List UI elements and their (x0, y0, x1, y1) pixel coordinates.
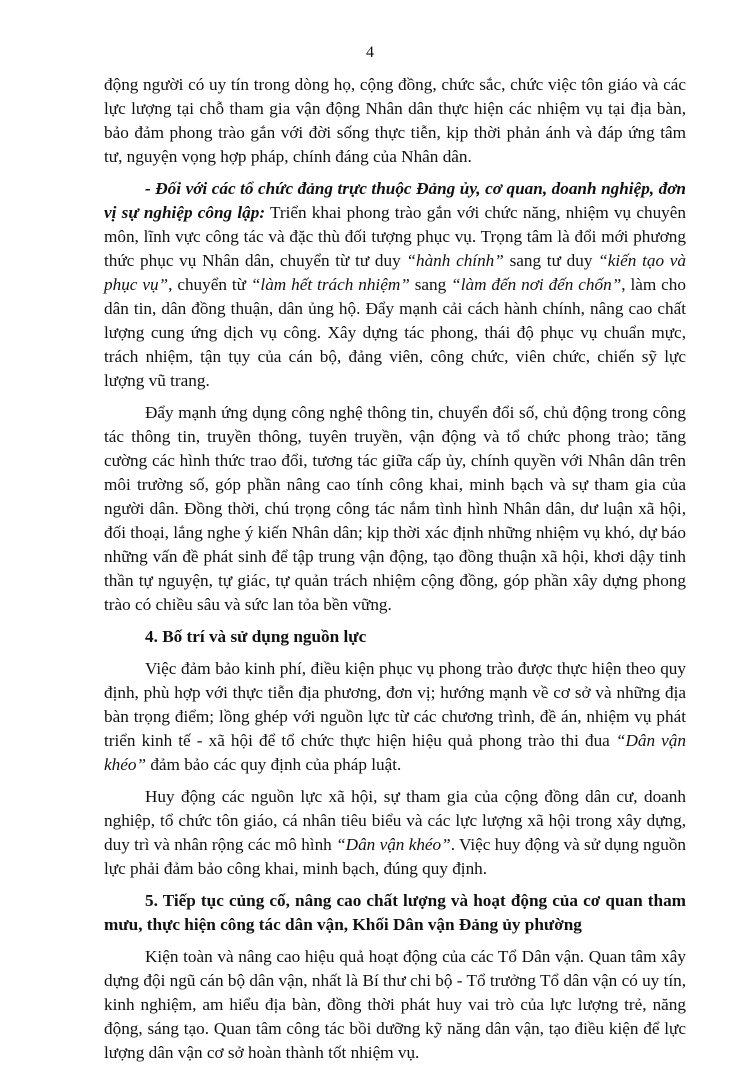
paragraph-4 (104, 657, 686, 777)
paragraph-1: động người có uy tín trong dòng họ, cộng đồng, chức sắc, chức việc tôn giáo và các lực lượng tại chỗ tham gia vận động Nhân dân thực hiện các nhiệm vụ tại địa bàn, bảo đảm phong trào gắn với đời sống thực tiễn, kịp thời phản ánh và đáp ứng tâm tư, nguyện vọng hợp pháp, chính đáng của Nhân dân. (104, 75, 686, 166)
paragraph-6: Kiện toàn và nâng cao hiệu quả hoạt động của các Tổ Dân vận. Quan tâm xây dựng đội ngũ cán bộ dân vận, nhất là Bí thư chi bộ - Tổ trưởng Tổ dân vận có uy tín, kinh nghiệm, am hiểu địa bàn, đồng thời phát huy vai trò của lực lượng trẻ, năng động, sáng tạo. Quan tâm công tác bồi dưỡng kỹ năng dân vận, tạo điều kiện để lực lượng dân vận cơ sở hoàn thành tốt nhiệm vụ. (104, 947, 687, 1062)
paragraph-2-lead: - Đối với các tổ chức đảng trực thuộc Đảng ủy, cơ quan, doanh nghiệp, đơn vị sự nghiệp công lập: (104, 179, 686, 222)
paragraph-4-quote: “Dân vận khéo” (104, 731, 686, 774)
document-body (104, 73, 686, 1073)
paragraph-5 (104, 785, 686, 881)
paragraph-3: Đẩy mạnh ứng dụng công nghệ thông tin, chuyển đổi số, chủ động trong công tác thông tin, truyền thông, tuyên truyền, vận động và tổ chức phong trào; tăng cường các hình thức trao đổi, tương tác giữa cấp ủy, chính quyền với Nhân dân trên môi trường số, góp phần nâng cao tính công khai, minh bạch và sự tham gia của người dân. Đồng thời, chú trọng công tác nắm tình hình Nhân dân, dư luận xã hội, đối thoại, lắng nghe ý kiến Nhân dân; kịp thời xác định những nhiệm vụ khó, dự báo những vấn đề phát sinh để tập trung vận động, tạo đồng thuận xã hội, khơi dậy tinh thần tự nguyện, tự giác, tự quản trách nhiệm cộng đồng, góp phần xây dựng phong trào có chiều sâu và sức lan tỏa bền vững. (104, 403, 686, 614)
paragraph-4-text-2: đảm bảo các quy định của pháp luật. (146, 755, 402, 774)
paragraph-5-text-1: Huy động các nguồn lực xã hội, sự tham gia của cộng đồng dân cư, doanh nghiệp, tổ chức tôn giáo, cá nhân tiêu biểu và các lực lượng xã hội trong xây dựng, duy trì và nhân rộng các mô hình (104, 787, 686, 854)
paragraph-2-text-4: sang (409, 275, 452, 294)
paragraph-2 (104, 177, 686, 393)
section-heading-5: 5. Tiếp tục củng cố, nâng cao chất lượng và hoạt động của cơ quan tham mưu, thực hiện công tác dân vận, Khối Dân vận Đảng ủy phường (104, 891, 686, 934)
paragraph-2-quote-4: “làm đến nơi đến chốn” (451, 275, 622, 294)
paragraph-4-text-1: Việc đảm bảo kinh phí, điều kiện phục vụ phong trào được thực hiện theo quy định, phù hợp với thực tiễn địa phương, đơn vị; hướng mạnh về cơ sở và những địa bàn trọng điểm; lồng ghép với nguồn lực từ các chương trình, đề án, nhiệm vụ phát triển kinh tế - xã hội để tổ chức thực hiện hiệu quả phong trào thi đua (104, 659, 686, 750)
paragraph-2-text-5: , làm cho dân tin, dân đồng thuận, dân ủng hộ. Đẩy mạnh cải cách hành chính, nâng cao chất lượng cung ứng dịch vụ công. Xây dựng tác phong, thái độ phục vụ chuẩn mực, trách nhiệm, tận tụy của cán bộ, đảng viên, công chức, viên chức, chiến sỹ lực lượng vũ trang. (104, 275, 686, 390)
paragraph-2-quote-3: “làm hết trách nhiệm” (250, 275, 410, 294)
paragraph-2-quote-2: “kiến tạo và phục vụ” (104, 251, 686, 294)
section-heading-4: 4. Bố trí và sử dụng nguồn lực (145, 627, 367, 646)
paragraph-5-text-2: . Việc huy động và sử dụng nguồn lực phải đảm bảo công khai, minh bạch, đúng quy định. (104, 835, 687, 878)
paragraph-2-text-2: sang tư duy (503, 251, 599, 270)
page-number: 4 (366, 44, 374, 61)
paragraph-2-text-3: , chuyển từ (168, 275, 251, 294)
paragraph-2-quote-1: “hành chính” (406, 251, 504, 270)
paragraph-5-quote: “Dân vận khéo” (336, 835, 451, 854)
paragraph-2-text-1: Triển khai phong trào gắn với chức năng, nhiệm vụ chuyên môn, lĩnh vực công tác và đặc thù đối tượng phục vụ. Trọng tâm là đổi mới phương thức phục vụ Nhân dân, chuyển từ tư duy (104, 203, 686, 270)
